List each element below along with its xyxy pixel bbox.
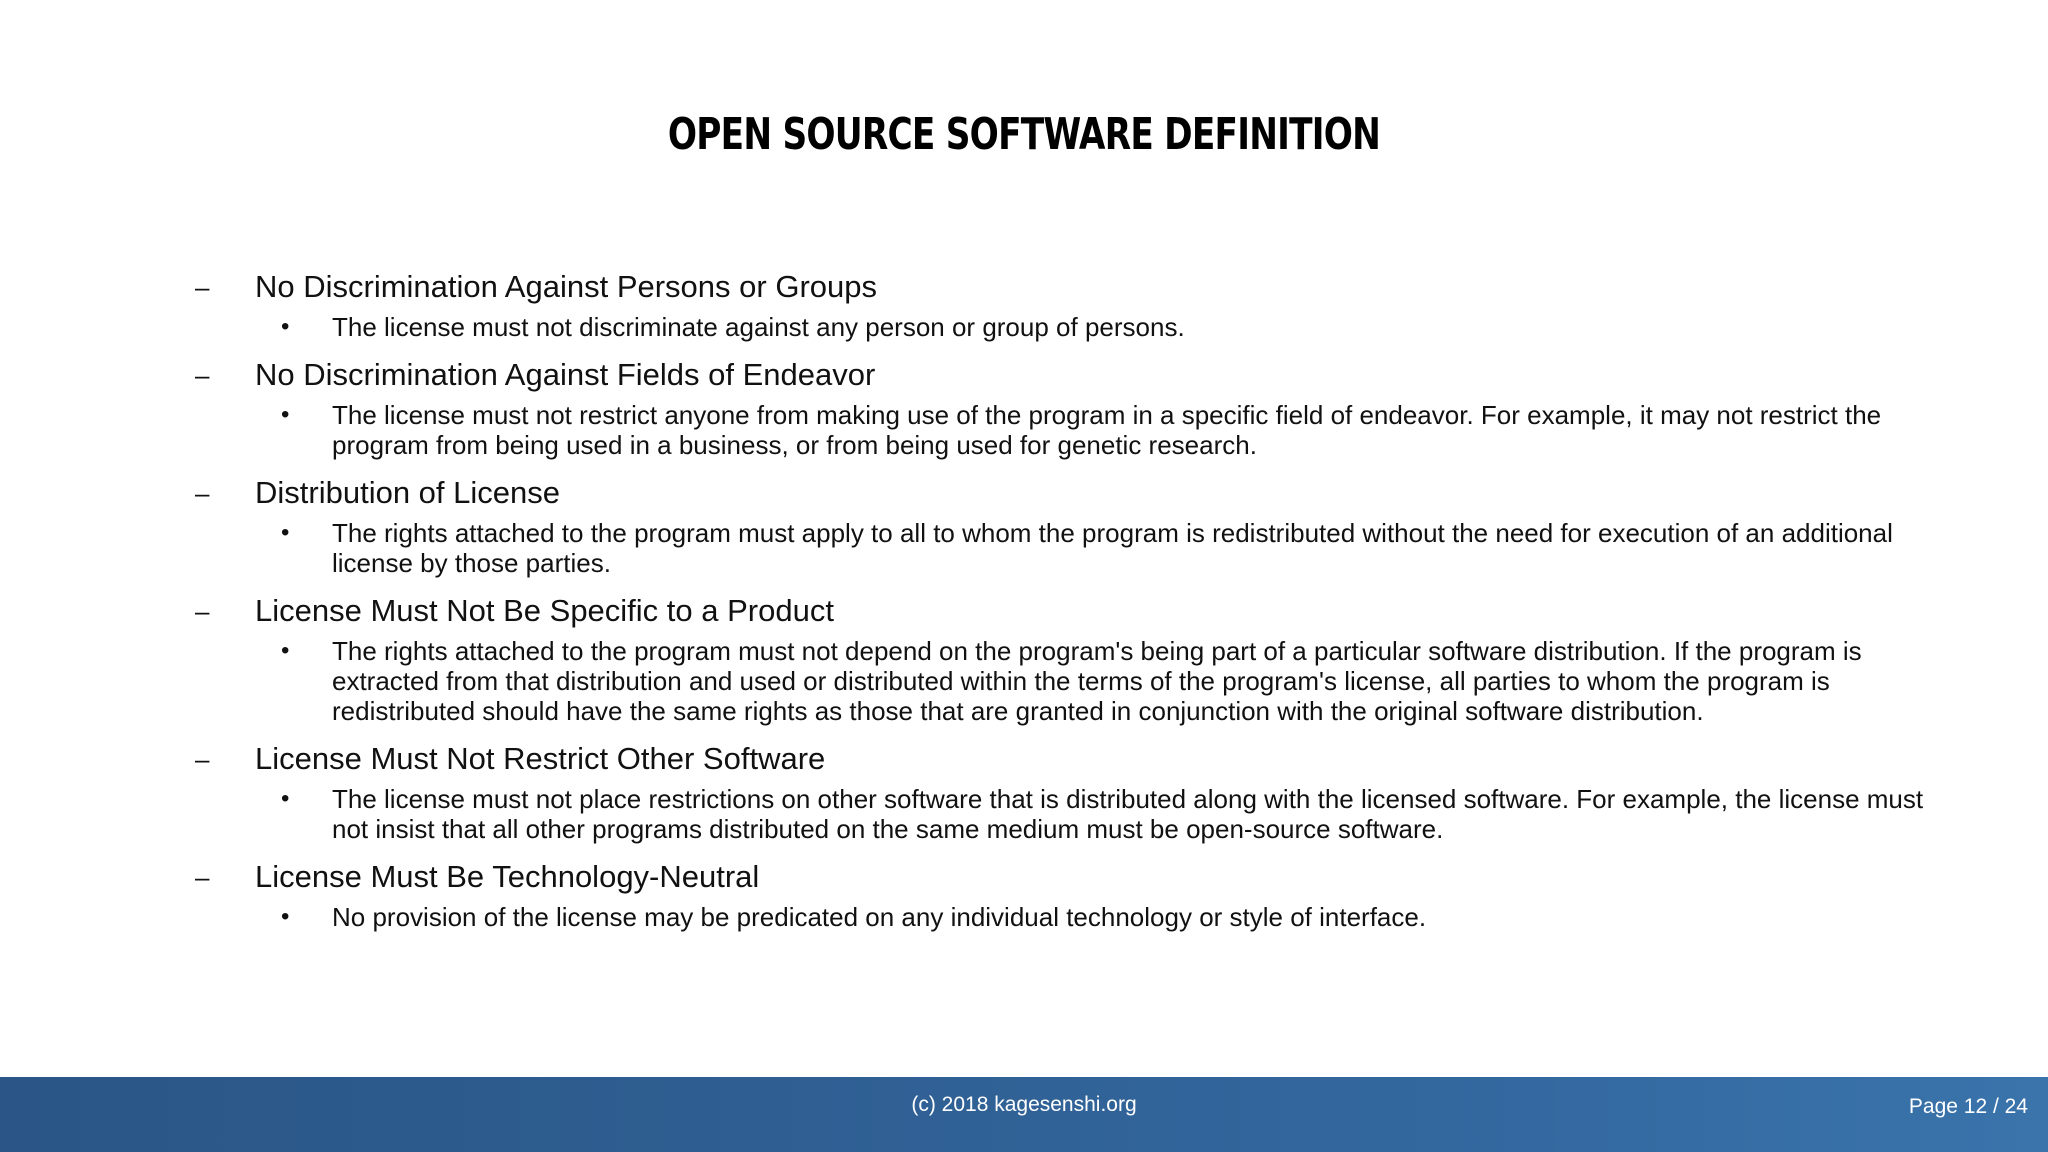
slide-content (195, 266, 1955, 944)
slide-title: OPEN SOURCE SOFTWARE DEFINITION (667, 109, 1381, 160)
dash-marker: – (195, 596, 210, 626)
section-heading-text: Distribution of License (255, 475, 560, 510)
section-heading (195, 354, 1955, 396)
bullet-marker: • (281, 519, 290, 546)
page-number: Page 12 / 24 (1908, 1095, 2028, 1118)
dash-marker: – (195, 360, 210, 390)
dash-marker: – (195, 862, 210, 892)
bullet-text: The license must not place restrictions on other software that is distributed along with the licensed software. For example, the license must not insist that all other programs distributed on the same medium must be open-source software. (332, 784, 1924, 844)
section-heading-text: No Discrimination Against Persons or Groups (255, 269, 877, 304)
section-item (195, 354, 1955, 460)
bullet-text: The rights attached to the program must not depend on the program's being part of a particular software distribution. If the program is extracted from that distribution and used or distributed within the terms of the program's license, all parties to whom the program is redistributed should have the same rights as those that are granted in conjunction with the original software distribution. (332, 636, 1862, 726)
section-heading (195, 472, 1955, 514)
bullet-item (195, 902, 1955, 932)
section-heading-text: License Must Be Technology-Neutral (255, 859, 760, 894)
bullet-marker: • (281, 313, 290, 340)
section-heading (195, 266, 1955, 308)
bullet-text: The license must not discriminate against any person or group of persons. (332, 312, 1185, 342)
bullet-item (195, 400, 1955, 460)
section-heading (195, 856, 1955, 898)
bullet-marker: • (281, 401, 290, 428)
section-heading (195, 738, 1955, 780)
section-item (195, 472, 1955, 578)
section-heading-text: No Discrimination Against Fields of Endeavor (255, 357, 876, 392)
bullet-marker: • (281, 903, 290, 930)
bullet-item (195, 312, 1955, 342)
section-item (195, 856, 1955, 932)
bullet-item (195, 636, 1955, 726)
bullet-text: The license must not restrict anyone from making use of the program in a specific field of endeavor. For example, it may not restrict the program from being used in a business, or from being used for genetic research. (332, 400, 1882, 460)
bullet-item (195, 518, 1955, 578)
footer-bar (0, 1077, 2048, 1152)
bullet-text: The rights attached to the program must apply to all to whom the program is redistributed without the need for execution of an additional license by those parties. (332, 518, 1893, 578)
section-heading-text: License Must Not Be Specific to a Product (255, 593, 834, 628)
dash-marker: – (195, 478, 210, 508)
section-item (195, 738, 1955, 844)
section-item (195, 590, 1955, 726)
section-heading-text: License Must Not Restrict Other Software (255, 741, 826, 776)
footer-copyright: (c) 2018 kagesenshi.org (911, 1093, 1137, 1116)
bullet-item (195, 784, 1955, 844)
section-heading (195, 590, 1955, 632)
dash-marker: – (195, 744, 210, 774)
bullet-marker: • (281, 785, 290, 812)
bullet-marker: • (281, 637, 290, 664)
section-item (195, 266, 1955, 342)
bullet-text: No provision of the license may be predicated on any individual technology or style of interface. (332, 902, 1427, 932)
dash-marker: – (195, 272, 210, 302)
